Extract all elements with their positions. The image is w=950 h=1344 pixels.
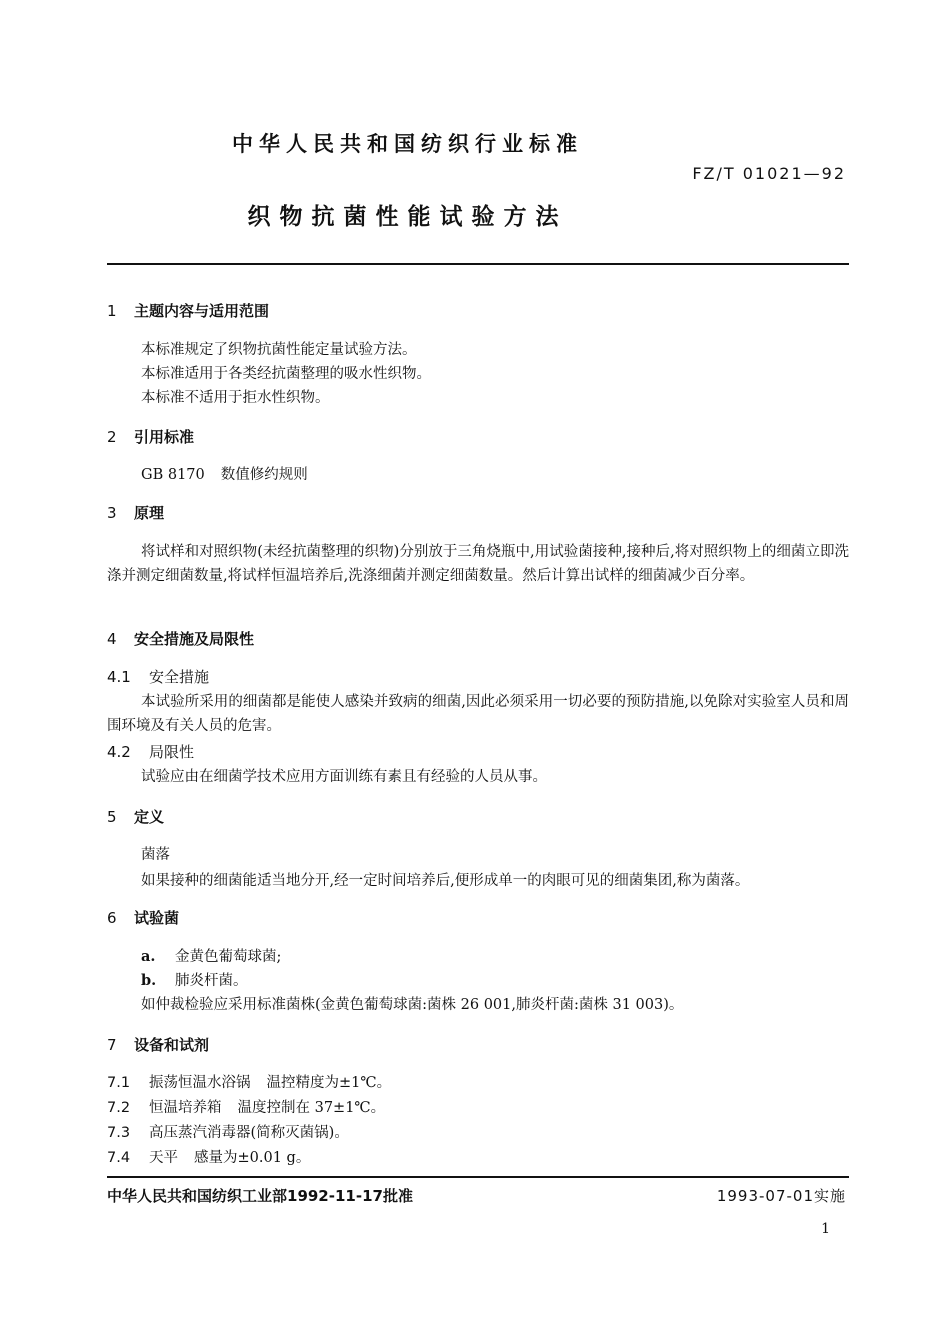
header-divider xyxy=(107,263,849,265)
item-marker: b. xyxy=(141,972,157,989)
arbitration-note: 如仲裁检验应采用标准菌株(金黄色葡萄球菌:菌株 26 001,肺炎杆菌:菌株 31 003)。 xyxy=(141,997,684,1013)
reference-name: 数值修约规则 xyxy=(220,467,308,483)
subsection-title: 安全措施 xyxy=(149,668,210,686)
section-1-line-1: 本标准规定了织物抗菌性能定量试验方法。 xyxy=(141,342,417,358)
section-1-heading xyxy=(107,300,269,321)
section-title: 定义 xyxy=(134,808,165,826)
effective-date: 1993-07-01实施 xyxy=(716,1187,846,1205)
section-title: 主题内容与适用范围 xyxy=(134,302,270,320)
reference-standard xyxy=(141,463,308,487)
item-number: 7.4 xyxy=(107,1150,131,1166)
item-spec: 感量为±0.01 g。 xyxy=(194,1150,311,1166)
test-organism-a xyxy=(141,945,281,969)
subsection-4-1-body xyxy=(107,690,849,738)
item-number: 7.2 xyxy=(107,1100,131,1116)
standard-code: FZ/T 01021—92 xyxy=(692,164,846,183)
equipment-item xyxy=(107,1071,391,1095)
section-7-heading xyxy=(107,1034,209,1055)
section-title: 设备和试剂 xyxy=(134,1036,210,1054)
section-title: 引用标准 xyxy=(134,428,195,446)
section-1-line-3: 本标准不适用于拒水性织物。 xyxy=(141,390,330,406)
item-number: 7.3 xyxy=(107,1125,131,1141)
item-text: 肺炎杆菌。 xyxy=(175,973,248,989)
equipment-item xyxy=(107,1121,349,1145)
subsection-title: 局限性 xyxy=(149,743,195,761)
item-text: 金黄色葡萄球菌; xyxy=(175,949,282,965)
subsection-number: 4.2 xyxy=(107,743,131,761)
limitation-paragraph: 试验应由在细菌学技术应用方面训练有素且有经验的人员从事。 xyxy=(141,769,547,785)
item-number: 7.1 xyxy=(107,1075,131,1091)
section-number: 1 xyxy=(107,302,117,320)
section-6-heading xyxy=(107,907,179,928)
section-3-heading xyxy=(107,502,164,523)
item-name: 天平 xyxy=(149,1150,178,1166)
section-title: 安全措施及局限性 xyxy=(134,630,255,648)
section-1-line-2: 本标准适用于各类经抗菌整理的吸水性织物。 xyxy=(141,366,431,382)
subsection-4-1-heading xyxy=(107,666,209,687)
footer-divider xyxy=(107,1176,849,1178)
equipment-item xyxy=(107,1146,310,1170)
definition-term: 菌落 xyxy=(141,847,170,863)
section-2-heading xyxy=(107,426,194,447)
section-title: 原理 xyxy=(134,504,165,522)
section-number: 3 xyxy=(107,504,117,522)
issuing-organization: 中华人民共和国纺织行业标准 xyxy=(232,132,583,156)
section-number: 4 xyxy=(107,630,117,648)
test-organism-b xyxy=(141,969,248,993)
subsection-number: 4.1 xyxy=(107,668,131,686)
section-number: 2 xyxy=(107,428,117,446)
section-number: 6 xyxy=(107,909,117,927)
principle-paragraph: 将试样和对照织物(未经抗菌整理的织物)分别放于三角烧瓶中,用试验菌接种,接种后,将对照织物上的细菌立即洗涤并测定细菌数量,将试样恒温培养后,洗涤细菌并测定细菌数量。然后计算出试样的细菌减少百分率。 xyxy=(107,544,849,584)
section-5-heading xyxy=(107,806,164,827)
approval-line: 中华人民共和国纺织工业部1992-11-17批准 xyxy=(107,1187,413,1205)
safety-paragraph: 本试验所采用的细菌都是能使人感染并致病的细菌,因此必须采用一切必要的预防措施,以免除对实验室人员和周围环境及有关人员的危害。 xyxy=(107,694,849,734)
section-number: 5 xyxy=(107,808,117,826)
section-title: 试验菌 xyxy=(134,909,180,927)
item-spec: 温控精度为±1℃。 xyxy=(266,1075,392,1091)
subsection-4-2-heading xyxy=(107,741,194,762)
definition-text: 如果接种的细菌能适当地分开,经一定时间培养后,便形成单一的肉眼可见的细菌集团,称为菌落。 xyxy=(141,873,750,889)
document-title: 织物抗菌性能试验方法 xyxy=(247,204,568,230)
item-name: 恒温培养箱 xyxy=(149,1100,222,1116)
equipment-item xyxy=(107,1096,385,1120)
item-name: 振荡恒温水浴锅 xyxy=(149,1075,251,1091)
section-number: 7 xyxy=(107,1036,117,1054)
page-number: 1 xyxy=(821,1221,830,1237)
item-spec: 温度控制在 37±1℃。 xyxy=(237,1100,386,1116)
section-3-body xyxy=(107,540,849,588)
item-marker: a. xyxy=(141,948,156,965)
reference-code: GB 8170 xyxy=(141,467,205,483)
item-name: 高压蒸汽消毒器(简称灭菌锅)。 xyxy=(149,1125,349,1141)
section-4-heading xyxy=(107,628,254,649)
